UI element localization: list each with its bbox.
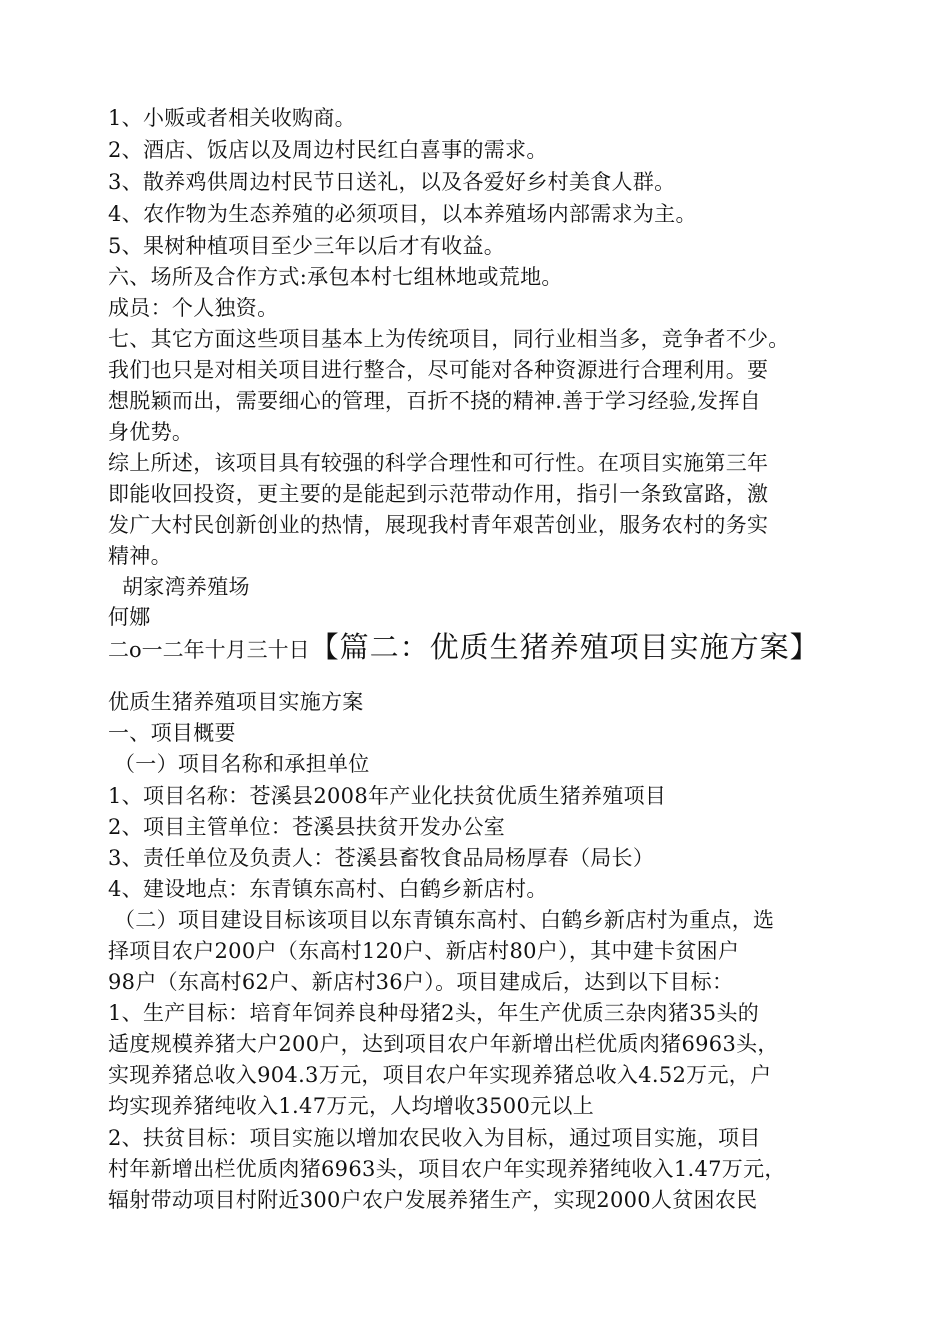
paragraph-line: 即能收回投资，更主要的是能起到示范带动作用，指引一条致富路，激 — [108, 482, 769, 506]
date-and-section-heading — [108, 629, 820, 668]
list-item: 5、果树种植项目至少三年以后才有收益。 — [108, 234, 506, 258]
paragraph-line: 身优势。 — [108, 420, 194, 444]
section-heading: 【篇二：优质生猪养殖项目实施方案】 — [309, 630, 820, 664]
list-item: 4、农作物为生态养殖的必须项目，以本养殖场内部需求为主。 — [108, 202, 697, 226]
list-item: 2、扶贫目标：项目实施以增加农民收入为目标，通过项目实施，项目 — [108, 1126, 761, 1150]
paragraph-line: 我们也只是对相关项目进行整合，尽可能对各种资源进行合理利用。要 — [108, 358, 769, 382]
section-heading-1: 一、项目概要 — [108, 721, 236, 745]
list-item: 1、生产目标：培育年饲养良种母猪2头，年生产优质三杂肉猪35头的 — [108, 1001, 760, 1025]
paragraph-line: 辐射带动项目村附近300户农户发展养猪生产，实现2000人贫困农民 — [108, 1188, 758, 1212]
list-item: 4、建设地点：东青镇东高村、白鹤乡新店村。 — [108, 877, 548, 901]
paragraph-line: 综上所述，该项目具有较强的科学合理性和可行性。在项目实施第三年 — [108, 451, 769, 475]
section-item: 七、其它方面这些项目基本上为传统项目，同行业相当多，竞争者不少。 — [108, 327, 790, 351]
paragraph-line: 均实现养猪纯收入1.47万元，人均增收3500元以上 — [108, 1094, 594, 1118]
paragraph-line: 实现养猪总收入904.3万元，项目农户年实现养猪总收入4.52万元，户 — [108, 1063, 772, 1087]
paragraph-line: 98户（东高村62户、新店村36户）。项目建成后，达到以下目标： — [108, 970, 734, 994]
paragraph-line: 想脱颖而出，需要细心的管理，百折不挠的精神.善于学习经验,发挥自 — [108, 389, 761, 413]
document-title: 优质生猪养殖项目实施方案 — [108, 690, 364, 714]
signature-name: 何娜 — [108, 605, 151, 629]
section-item: 六、场所及合作方式:承包本村七组林地或荒地。 — [108, 265, 563, 289]
paragraph-line: 成员：个人独资。 — [108, 296, 279, 320]
list-item: 2、项目主管单位：苍溪县扶贫开发办公室 — [108, 815, 506, 839]
list-item: 1、项目名称：苍溪县2008年产业化扶贫优质生猪养殖项目 — [108, 784, 667, 808]
paragraph-line: 村年新增出栏优质肉猪6963头，项目农户年实现养猪纯收入1.47万元， — [108, 1157, 786, 1181]
list-item: 2、酒店、饭店以及周边村民红白喜事的需求。 — [108, 138, 548, 162]
document-page — [108, 0, 848, 1344]
paragraph-line: 适度规模养猪大户200户，达到项目农户年新增出栏优质肉猪6963头， — [108, 1032, 779, 1056]
paragraph-line: 发广大村民创新创业的热情，展现我村青年艰苦创业，服务农村的务实 — [108, 513, 769, 537]
paragraph-line: 择项目农户200户（东高村120户、新店村80户），其中建卡贫困户 — [108, 939, 740, 963]
list-item: 3、责任单位及负责人：苍溪县畜牧食品局杨厚春（局长） — [108, 846, 655, 870]
subsection-heading: （一）项目名称和承担单位 — [114, 752, 370, 776]
list-item: 3、散养鸡供周边村民节日送礼，以及各爱好乡村美食人群。 — [108, 170, 676, 194]
date-text: 二o一二年十月三十日 — [108, 638, 310, 662]
paragraph-line: （二）项目建设目标该项目以东青镇东高村、白鹤乡新店村为重点，选 — [114, 908, 775, 932]
signature-org: 胡家湾养殖场 — [122, 575, 250, 599]
paragraph-line: 精神。 — [108, 544, 172, 568]
list-item: 1、小贩或者相关收购商。 — [108, 106, 356, 130]
